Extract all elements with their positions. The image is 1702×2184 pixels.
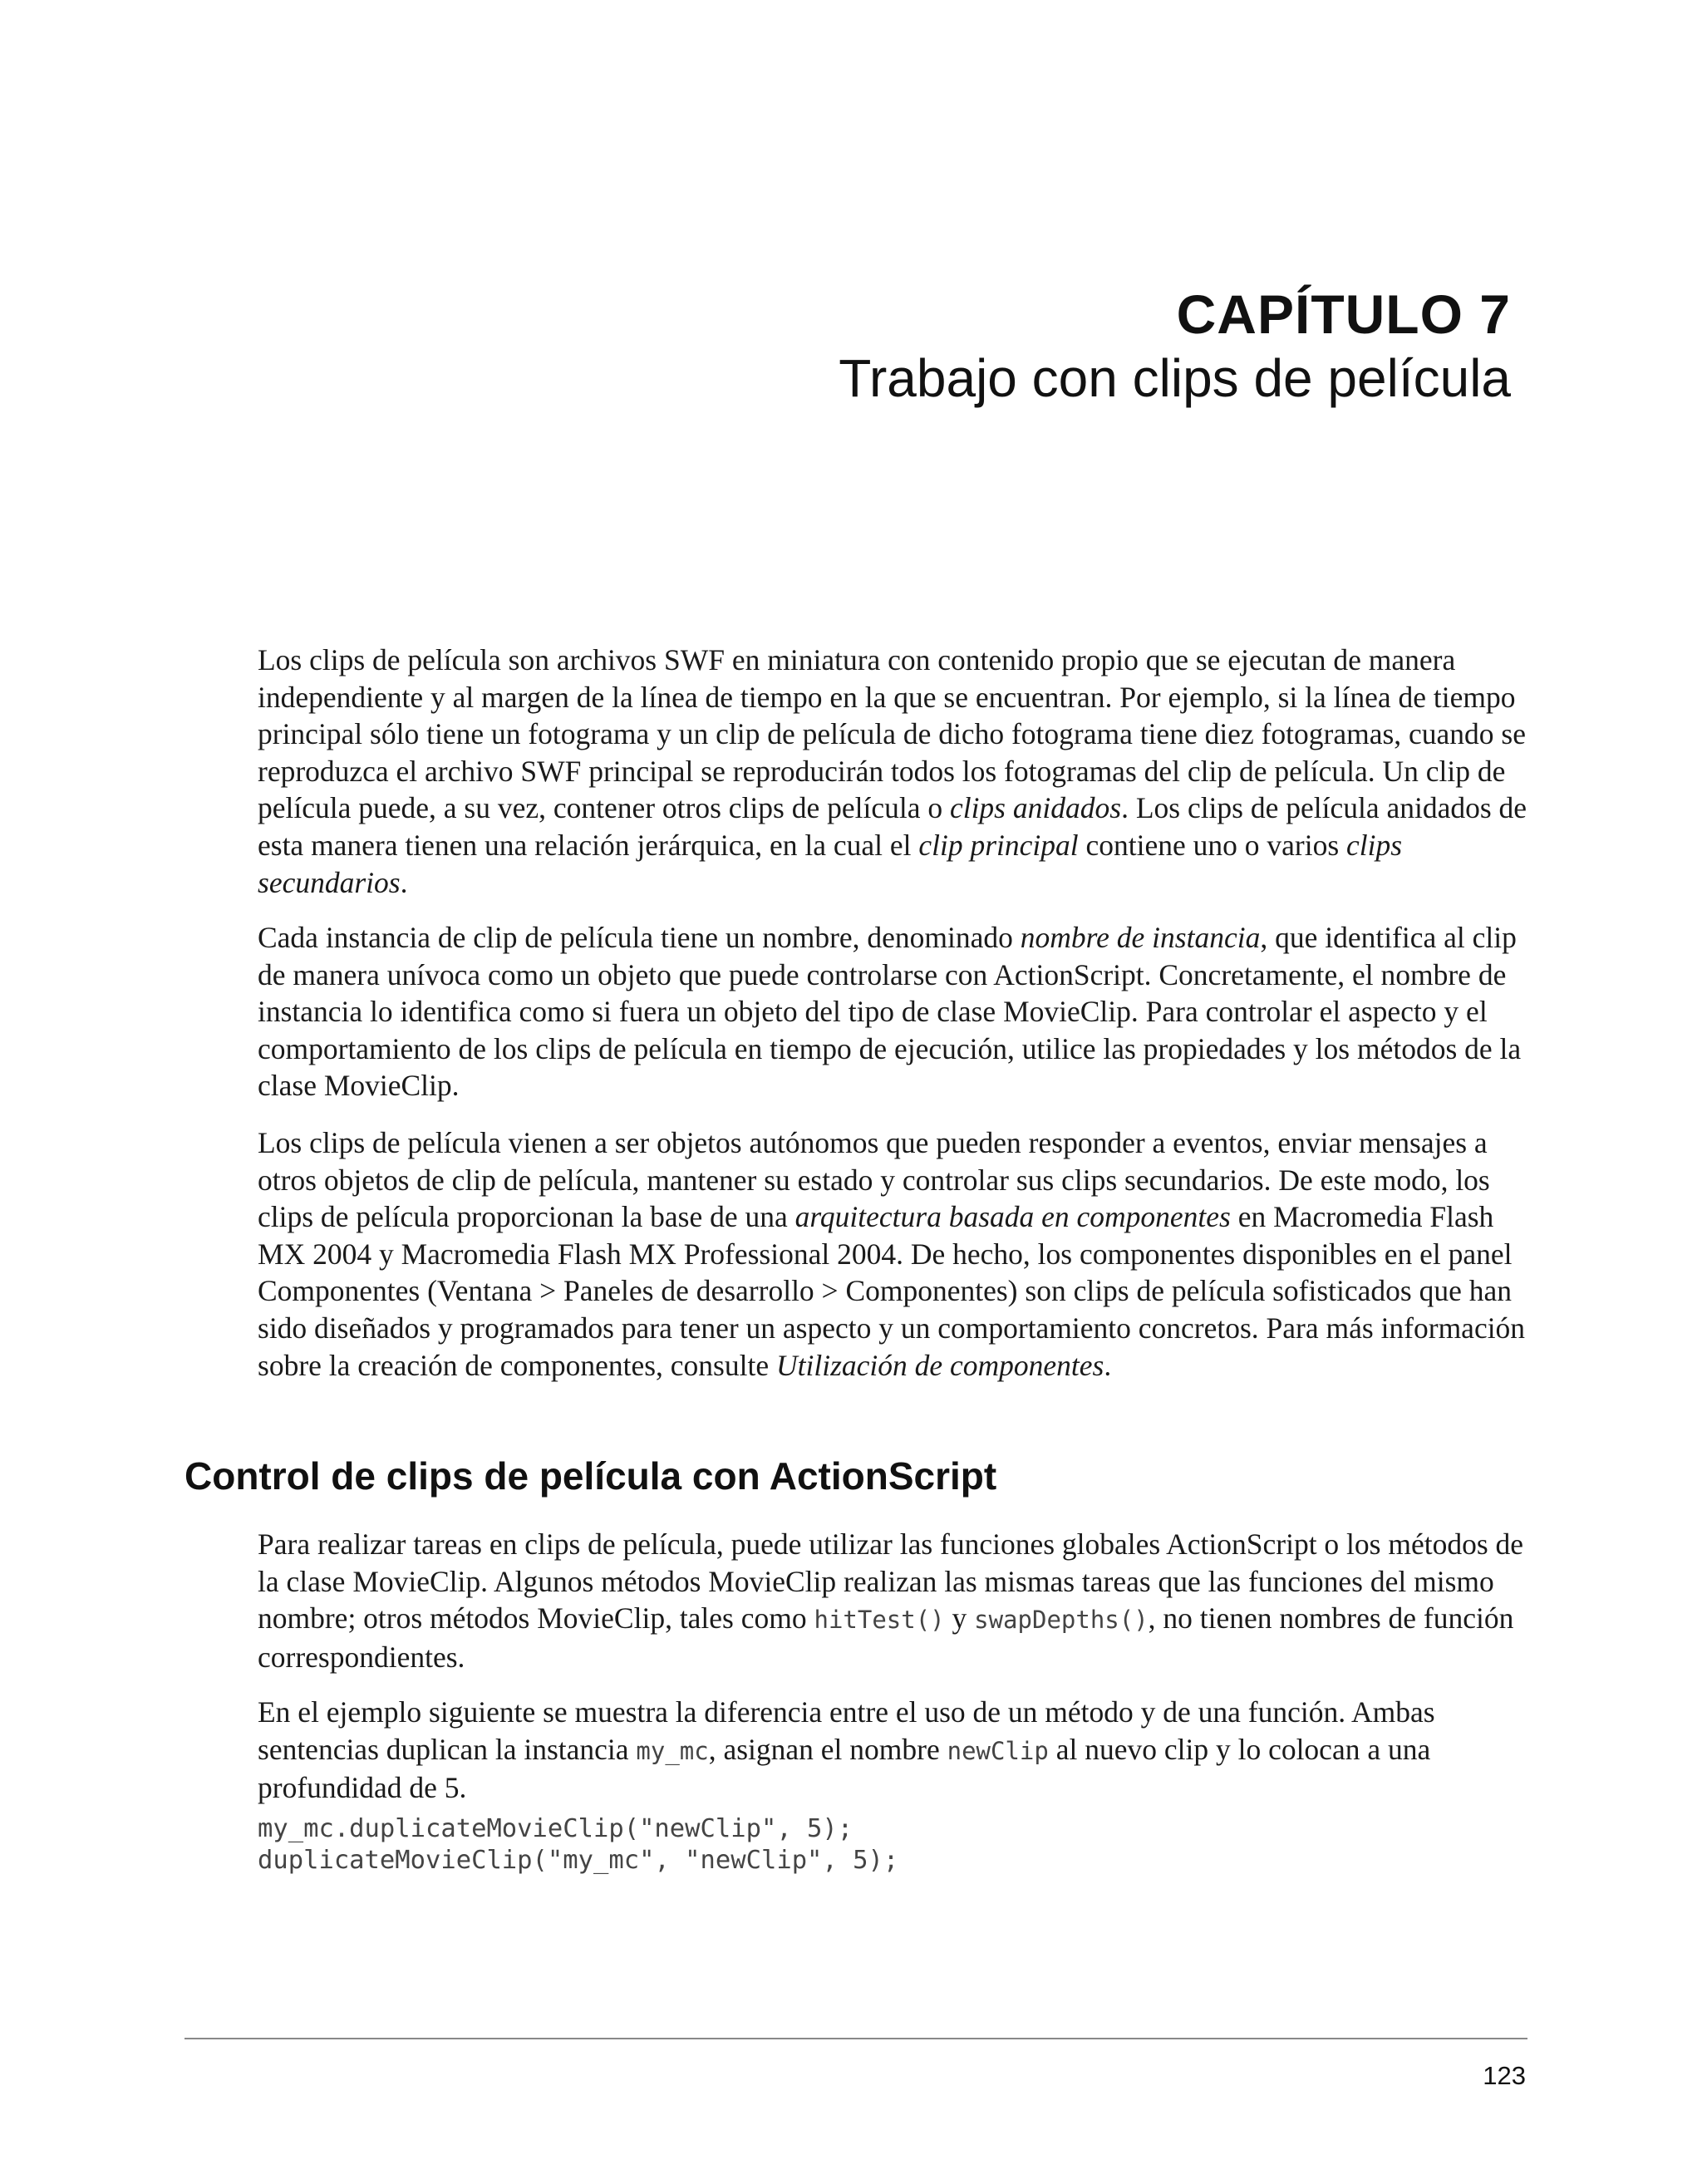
section-heading: Control de clips de película con ActionScript bbox=[184, 1454, 997, 1498]
emphasis-term: nombre de instancia bbox=[1020, 921, 1261, 954]
code-line: duplicateMovieClip("my_mc", "newClip", 5); bbox=[258, 1846, 899, 1875]
text-run: Cada instancia de clip de película tiene un nombre, denominado bbox=[258, 921, 1021, 954]
intro-paragraph-3 bbox=[258, 1124, 1529, 1384]
text-run: . bbox=[400, 865, 408, 899]
text-run: , asignan el nombre bbox=[708, 1732, 947, 1766]
chapter-title: Trabajo con clips de película bbox=[839, 348, 1511, 408]
inline-code: hitTest() bbox=[814, 1606, 945, 1635]
code-example bbox=[258, 1813, 898, 1877]
code-line: my_mc.duplicateMovieClip("newClip", 5); bbox=[258, 1814, 853, 1843]
chapter-label: CAPÍTULO 7 bbox=[1176, 283, 1511, 345]
page-number: 123 bbox=[1483, 2061, 1526, 2090]
section-paragraph-1 bbox=[258, 1526, 1529, 1675]
section-paragraph-2 bbox=[258, 1694, 1529, 1807]
text-run: Los clips de película son archivos SWF en miniatura con contenido propio que se ejecutan de manera independiente y al margen de la línea de tiempo en la que se encuentran. Por ejemplo, si la línea de tiempo principal sólo tiene un fotograma y un clip de película de dicho fotograma tiene diez fotogramas, cuando se reproduzca el archivo SWF principal se reproducirán todos los fotogramas del clip de película. Un clip de película puede, a su vez, contener otros clips de película o bbox=[258, 643, 1526, 825]
text-run: al nuevo clip y lo colocan a una profundidad de 5. bbox=[258, 1732, 1431, 1805]
text-run: Para realizar tareas en clips de película, puede utilizar las funciones globales ActionScript o los métodos de la clase MovieClip. Algunos métodos MovieClip realizan las mismas tareas que las funciones del mismo nombre; otros métodos MovieClip, tales como bbox=[258, 1527, 1524, 1636]
inline-code: newClip bbox=[947, 1736, 1049, 1765]
emphasis-term: clips secundarios bbox=[258, 828, 1403, 899]
text-run: En el ejemplo siguiente se muestra la diferencia entre el uso de un método y de una función. Ambas sentencias duplican la instancia bbox=[258, 1695, 1435, 1766]
emphasis-term: clips anidados bbox=[949, 791, 1122, 825]
text-run: en Macromedia Flash MX 2004 y Macromedia Flash MX Professional 2004. De hecho, los componentes disponibles en el panel Componentes (Ventana > Paneles de desarrollo > Componentes) son clips de película sofisticados que han sido diseñados y programados para tener un aspecto y un comportamiento concretos. Para más información sobre la creación de componentes, consulte bbox=[258, 1200, 1526, 1382]
text-run: . bbox=[1104, 1348, 1112, 1382]
intro-paragraph-1 bbox=[258, 642, 1529, 901]
emphasis-term: arquitectura basada en componentes bbox=[794, 1200, 1231, 1234]
text-run: contiene uno o varios bbox=[1078, 828, 1347, 862]
footer-divider bbox=[184, 2038, 1527, 2039]
intro-paragraph-2 bbox=[258, 919, 1529, 1104]
text-run: . Los clips de película anidados de esta manera tienen una relación jerárquica, en la cual el bbox=[258, 791, 1527, 862]
emphasis-term: clip principal bbox=[918, 828, 1079, 862]
book-reference: Utilización de componentes bbox=[775, 1348, 1104, 1382]
text-run: y bbox=[944, 1601, 975, 1636]
text-run: , no tienen nombres de función correspondientes. bbox=[258, 1601, 1514, 1674]
text-run: Los clips de película vienen a ser objetos autónomos que pueden responder a eventos, enviar mensajes a otros objetos de clip de película, mantener su estado y controlar sus clips secundarios. De este modo, los clips de película proporcionan la base de una bbox=[258, 1126, 1490, 1234]
inline-code: swapDepths() bbox=[974, 1606, 1149, 1635]
inline-code: my_mc bbox=[636, 1736, 709, 1765]
text-run: , que identifica al clip de manera unívoca como un objeto que puede controlarse con ActionScript. Concretamente, el nombre de instancia lo identifica como si fuera un objeto del tipo de clase MovieClip. Para controlar el aspecto y el comportamiento de los clips de película en tiempo de ejecución, utilice las propiedades y los métodos de la clase MovieClip. bbox=[258, 921, 1522, 1103]
